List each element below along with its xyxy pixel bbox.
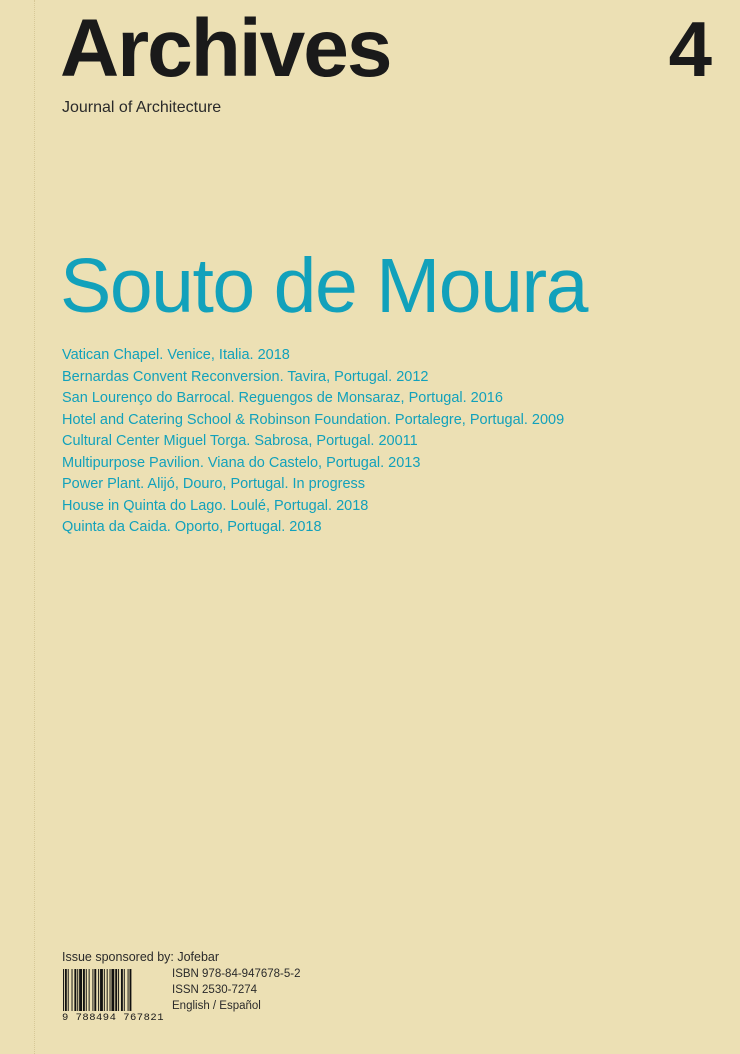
work-item: Bernardas Convent Reconversion. Tavira, Portugal. 2012 xyxy=(62,368,429,385)
barcode-bar xyxy=(77,969,78,1011)
work-item: Quinta da Caida. Oporto, Portugal. 2018 xyxy=(62,519,322,535)
barcode-bar xyxy=(79,969,82,1011)
barcode-bar xyxy=(104,969,105,1011)
work-item: Cultural Center Miguel Torga. Sabrosa, Portugal. 20011 xyxy=(62,433,418,449)
languages-text: English / Español xyxy=(172,1000,261,1012)
barcode-bar xyxy=(130,969,132,1011)
barcode-digits: 9 788494 767821 xyxy=(62,1012,165,1024)
barcode-bar xyxy=(94,969,96,1011)
barcode-bar xyxy=(98,969,99,1011)
barcode-bar xyxy=(111,969,114,1011)
work-item: House in Quinta do Lago. Loulé, Portugal. 2018 xyxy=(62,497,369,514)
publication-info xyxy=(172,966,301,1014)
issn-text: ISSN 2530-7274 xyxy=(172,984,258,996)
barcode-bar xyxy=(89,969,90,1011)
barcode-bar xyxy=(128,969,129,1011)
barcode-bar xyxy=(65,969,67,1011)
barcode-bar xyxy=(74,969,76,1011)
works-list xyxy=(62,345,564,539)
masthead-title: Archives xyxy=(60,3,391,94)
barcode-bar xyxy=(110,969,111,1011)
architect-headline: Souto de Moura xyxy=(60,243,587,329)
barcode-bar xyxy=(100,969,103,1011)
work-item: Power Plant. Alijó, Douro, Portugal. In progress xyxy=(62,476,366,492)
barcode-bar xyxy=(86,969,87,1011)
barcode-bar xyxy=(118,969,119,1011)
barcode-bar xyxy=(107,969,108,1011)
work-item: Vatican Chapel. Venice, Italia. 2018 xyxy=(62,347,290,363)
work-item: Multipurpose Pavilion. Viana do Castelo, Portugal. 2013 xyxy=(62,454,421,471)
barcode-bar xyxy=(124,969,125,1011)
barcode-bar xyxy=(68,969,69,1011)
work-item: San Lourenço do Barrocal. Reguengos de Monsaraz, Portugal. 2016 xyxy=(62,390,503,406)
issue-number: 4 xyxy=(668,5,712,93)
sponsor-note: Issue sponsored by: Jofebar xyxy=(62,950,220,964)
barcode-bar xyxy=(92,969,93,1011)
barcode-bar xyxy=(83,969,85,1011)
isbn-text: ISBN 978-84-947678-5-2 xyxy=(172,968,301,980)
barcode-bar xyxy=(63,969,64,1011)
barcode-bars xyxy=(62,969,164,1011)
spine-fold-line xyxy=(34,0,35,1054)
barcode xyxy=(62,969,164,1025)
barcode-bar xyxy=(115,969,117,1011)
journal-subtitle: Journal of Architecture xyxy=(62,99,222,116)
barcode-bar xyxy=(121,969,123,1011)
work-item: Hotel and Catering School & Robinson Foundation. Portalegre, Portugal. 2009 xyxy=(62,411,565,428)
barcode-bar xyxy=(72,969,73,1011)
